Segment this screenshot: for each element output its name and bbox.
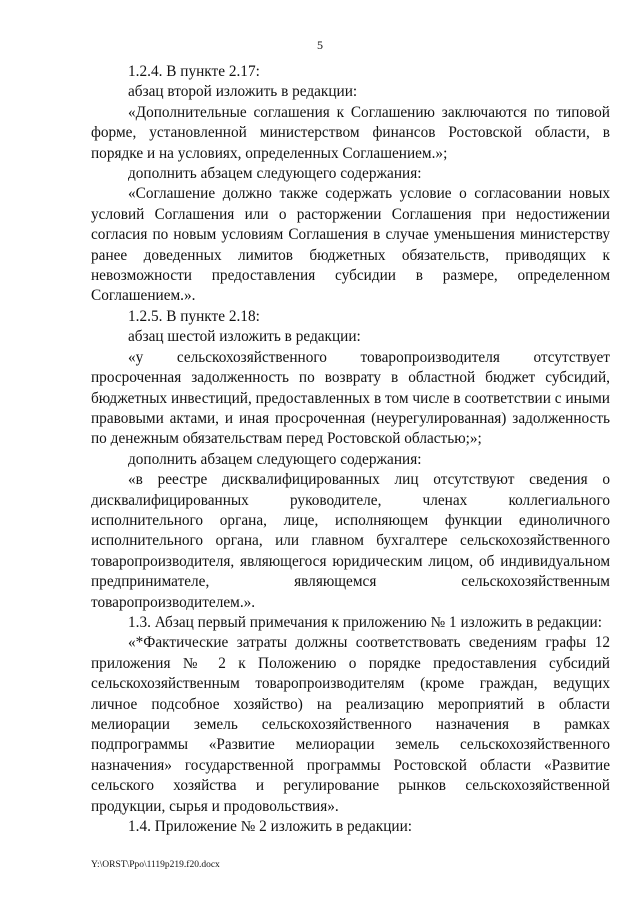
paragraph-1-2-4: 1.2.4. В пункте 2.17: — [128, 63, 260, 80]
footer-file-path: Y:\ORST\Ppo\1119p219.f20.docx — [91, 860, 220, 870]
document-body — [91, 62, 610, 837]
paragraph-add-abzac-2: дополнить абзацем следующего содержания: — [128, 450, 422, 468]
paragraph-quote-debt: «у сельскохозяйственного товаропроизводителя отсутствует просроченная задолженность по возврату в областной бюджет субсидий, бюджетных инвестиций, предоставленных в том числе в соответствии с иными правовыми актами, и иная просроченная (неурегулированная) задолженность по денежным обязательствам перед Ростовской областью;»; — [91, 348, 610, 448]
paragraph-quote-agreement-condition: «Соглашение должно также содержать условие о согласовании новых условий Соглашения или о расторжении Соглашения при недостижении согласия по новым условиям Соглашения в случае уменьшения министерству ранее доведенных лимитов бюджетных обязательств, приводящих к невозможности предоставления субсидии в размере, определенном Соглашением.». — [91, 185, 610, 305]
paragraph-sixth-abzac: абзац шестой изложить в редакции: — [128, 328, 361, 346]
paragraph-second-abzac: абзац второй изложить в редакции: — [128, 83, 358, 101]
paragraph-add-abzac-1: дополнить абзацем следующего содержания: — [128, 165, 422, 183]
paragraph-quote-agreements: «Дополнительные соглашения к Соглашению заключаются по типовой форме, установленной министерством финансов Ростовской области, в порядке и на условиях, определенных Соглашением.»; — [91, 103, 610, 162]
paragraph-quote-costs: «*Фактические затраты должны соответствовать сведениям графы 12 приложения № 2 к Положению о порядке предоставления субсидий сельскохозяйственным товаропроизводителям (кроме граждан, ведущих личное подсобное хозяйство) на реализацию мероприятий в области мелиорации земель сельскохозяйственного назначения в рамках подпрограммы «Развитие мелиорации земель сельскохозяйственного назначения» государственной программы Ростовской области «Развитие сельского хозяйства и регулирование рынков сельскохозяйственной продукции, сырья и продовольствия». — [91, 634, 610, 815]
paragraph-1-4: 1.4. Приложение № 2 изложить в редакции: — [128, 818, 413, 836]
paragraph-quote-registry: «в реестре дисквалифицированных лиц отсутствуют сведения о дисквалифицированных руководителе, членах коллегиального исполнительного органа, лице, исполняющем функции единоличного исполнительного органа, или главном бухгалтере сельскохозяйственного товаропроизводителя, являющегося юридическим лицом, об индивидуальном предпринимателе, являющемся сельскохозяйственным товаропроизводителем.». — [91, 471, 610, 611]
paragraph-1-3: 1.3. Абзац первый примечания к приложению № 1 изложить в редакции: — [128, 613, 602, 631]
paragraph-1-2-5: 1.2.5. В пункте 2.18: — [128, 307, 260, 325]
page-number: 5 — [317, 38, 323, 52]
